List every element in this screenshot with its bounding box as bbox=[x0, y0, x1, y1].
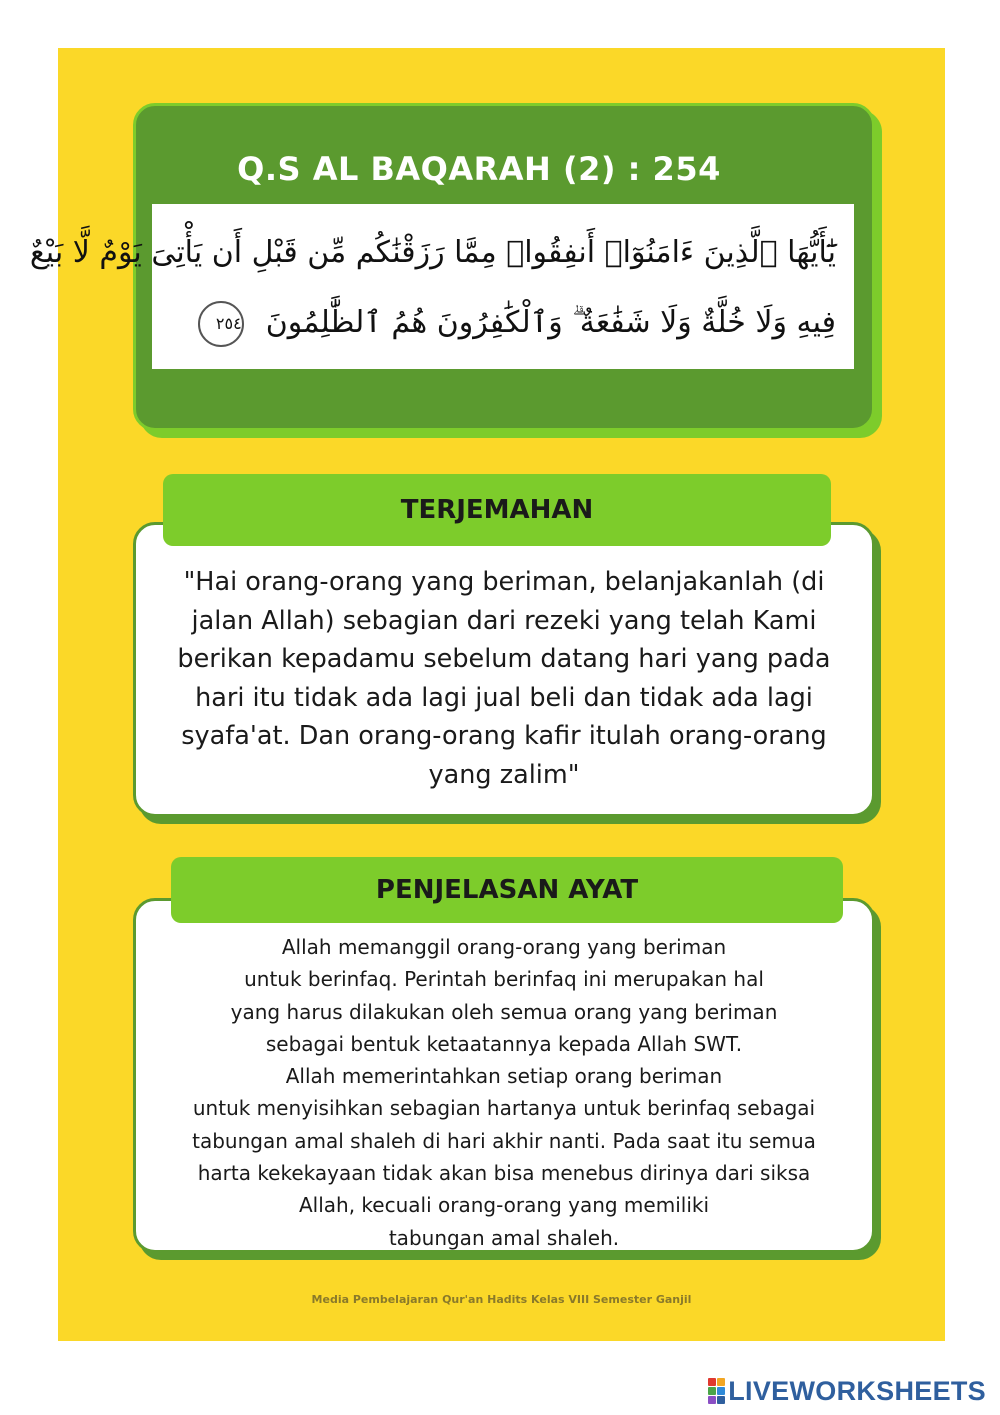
terjemahan-text bbox=[156, 563, 852, 794]
liveworksheets-logo-icon bbox=[708, 1378, 725, 1404]
terjemahan-line: yang zalim" bbox=[428, 759, 580, 790]
terjemahan-line: hari itu tidak ada lagi jual beli dan tidak ada lagi bbox=[195, 682, 813, 713]
terjemahan-line: jalan Allah) sebagian dari rezeki yang telah Kami bbox=[191, 605, 817, 636]
arabic-line-2 bbox=[170, 288, 836, 358]
terjemahan-line: "Hai orang-orang yang beriman, belanjakanlah (di bbox=[183, 567, 825, 597]
ayat-title: Q.S AL BAQARAH (2) : 254 bbox=[237, 150, 721, 188]
terjemahan-box bbox=[133, 522, 875, 817]
penjelasan-line: Allah memanggil orang-orang yang beriman bbox=[281, 935, 727, 959]
footer-note: Media Pembelajaran Qur'an Hadits Kelas VIII Semester Ganjil bbox=[311, 1293, 692, 1306]
penjelasan-text bbox=[154, 931, 854, 1254]
liveworksheets-brand[interactable] bbox=[708, 1374, 986, 1408]
terjemahan-line: berikan kepadamu sebelum datang hari yang pada bbox=[177, 644, 831, 674]
arabic-line-2-text: فِيهِ وَلَا خُلَّةٌ وَلَا شَفَٰعَةٌ ۗ وَٱلْكَٰفِرُونَ هُمُ ٱلظَّٰلِمُونَ bbox=[265, 305, 836, 340]
penjelasan-line: tabungan amal shaleh di hari akhir nanti. Pada saat itu semua bbox=[192, 1128, 816, 1153]
penjelasan-line: Allah memerintahkan setiap orang beriman bbox=[285, 1064, 723, 1089]
penjelasan-line: untuk berinfaq. Perintah berinfaq ini merupakan hal bbox=[244, 967, 764, 992]
terjemahan-line: syafa'at. Dan orang-orang kafir itulah orang-orang bbox=[181, 721, 827, 751]
ayah-number-ornament: ٢٥٤ bbox=[198, 301, 244, 347]
penjelasan-line: yang harus dilakukan oleh semua orang yang beriman bbox=[230, 999, 778, 1024]
terjemahan-header: TERJEMAHAN bbox=[163, 474, 831, 546]
penjelasan-line: tabungan amal shaleh. bbox=[388, 1225, 620, 1250]
penjelasan-line: untuk menyisihkan sebagian hartanya untuk berinfaq sebagai bbox=[192, 1096, 816, 1121]
arabic-verse bbox=[29, 204, 854, 369]
penjelasan-header: PENJELASAN AYAT bbox=[171, 857, 843, 923]
arabic-line-1: يَٰٓأَيُّهَا ٱلَّذِينَ ءَامَنُوٓا۟ أَنفِقُوا۟ مِمَّا رَزَقْنَٰكُم مِّن قَبْلِ أَن يَأْتِىَ يَوْمٌ لَّا بَيْعٌ bbox=[29, 235, 836, 270]
penjelasan-box bbox=[133, 898, 875, 1253]
penjelasan-line: Allah, kecuali orang-orang yang memiliki bbox=[298, 1193, 710, 1218]
ayat-card bbox=[29, 103, 875, 431]
penjelasan-line: sebagai bentuk ketaatannya kepada Allah SWT. bbox=[265, 1031, 743, 1056]
penjelasan-line: harta kekekayaan tidak akan bisa menebus dirinya dari siksa bbox=[197, 1161, 811, 1186]
liveworksheets-wordmark: LIVEWORKSHEETS bbox=[728, 1375, 986, 1406]
